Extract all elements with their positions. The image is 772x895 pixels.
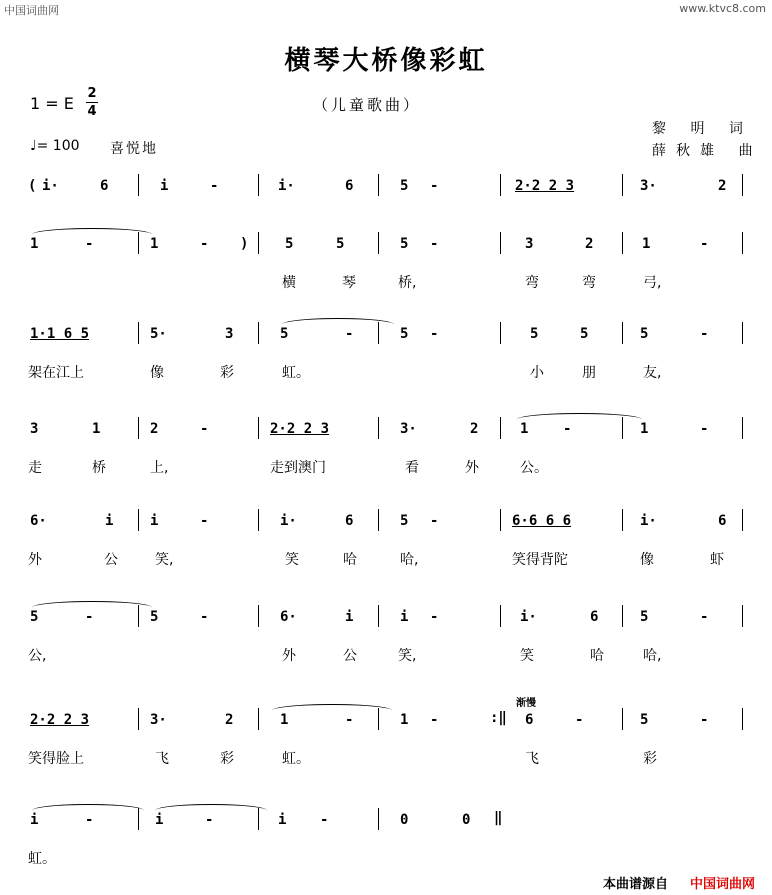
barline	[622, 509, 623, 531]
lyric: 友,	[643, 365, 662, 381]
note: 2	[585, 236, 594, 252]
barline	[500, 417, 501, 439]
final-barline: ‖	[494, 810, 503, 826]
lyric: 彩	[220, 751, 234, 767]
time-sig-bar	[86, 102, 98, 103]
lyric: 公	[104, 552, 118, 568]
note: 0	[400, 812, 409, 828]
note: i	[400, 609, 409, 625]
note: 1	[400, 712, 409, 728]
lyric: 笑,	[398, 648, 417, 664]
tie-slur	[272, 704, 392, 717]
note: -	[430, 178, 439, 194]
note: 5	[640, 609, 649, 625]
barline	[742, 417, 743, 439]
key-signature: 1 = E	[30, 94, 74, 113]
note: 0	[462, 812, 471, 828]
note: -	[200, 513, 209, 529]
tie-slur	[155, 804, 267, 817]
note: 2·2 2 3	[270, 421, 330, 437]
note: 2	[470, 421, 479, 437]
note: 5	[400, 326, 409, 342]
barline	[378, 509, 379, 531]
barline	[622, 605, 623, 627]
barline	[258, 605, 259, 627]
lyric: 横	[282, 275, 296, 291]
lyric: 走	[28, 460, 42, 476]
note: 5	[280, 326, 289, 342]
lyric: 哈	[590, 648, 604, 664]
note: -	[210, 178, 219, 194]
note: (	[28, 178, 37, 194]
barline	[138, 174, 139, 196]
note: 5	[400, 513, 409, 529]
lyric: 琴	[342, 275, 356, 291]
barline	[258, 174, 259, 196]
note: 5	[640, 326, 649, 342]
note: 3	[225, 326, 234, 342]
lyric: 虹。	[28, 851, 56, 867]
note: 5	[580, 326, 589, 342]
lyric: 彩	[220, 365, 234, 381]
note: i	[278, 812, 287, 828]
note: 5	[530, 326, 539, 342]
lyric: 桥	[92, 460, 106, 476]
barline	[622, 174, 623, 196]
note: i·	[278, 178, 295, 194]
note: -	[430, 236, 439, 252]
lyric: 走到澳门	[270, 460, 326, 476]
note: -	[85, 812, 94, 828]
note: 6	[345, 513, 354, 529]
composer: 薛秋雄 曲	[652, 143, 763, 159]
lyric: 弯	[525, 275, 539, 291]
note: 1	[640, 421, 649, 437]
barline	[258, 417, 259, 439]
note: 1	[150, 236, 159, 252]
barline	[500, 322, 501, 344]
lyric: 笑得脸上	[28, 751, 84, 767]
note: 6	[718, 513, 727, 529]
lyric: 虹。	[282, 365, 310, 381]
note: 3·	[400, 421, 417, 437]
barline	[742, 605, 743, 627]
note: 1	[92, 421, 101, 437]
note: 6	[525, 712, 534, 728]
note: -	[575, 712, 584, 728]
barline	[500, 174, 501, 196]
note: 2	[150, 421, 159, 437]
note: -	[430, 326, 439, 342]
tie-slur	[32, 804, 144, 817]
note: 6·	[30, 513, 47, 529]
note: i	[155, 812, 164, 828]
note: 5	[30, 609, 39, 625]
lyric: 飞	[525, 751, 539, 767]
barline	[742, 708, 743, 730]
lyric: 像	[640, 552, 654, 568]
barline	[258, 509, 259, 531]
lyric: 笑得背陀	[512, 552, 568, 568]
lyric: 小	[530, 365, 544, 381]
note: 3	[30, 421, 39, 437]
barline	[258, 232, 259, 254]
note: -	[430, 609, 439, 625]
barline	[138, 417, 139, 439]
note: -	[700, 609, 709, 625]
note: 2·2 2 3	[515, 178, 575, 194]
note: 6·6 6 6	[512, 513, 572, 529]
note: 6	[100, 178, 109, 194]
expression-mark: 喜悦地	[110, 141, 158, 157]
barline	[622, 232, 623, 254]
barline	[138, 708, 139, 730]
tie-slur	[517, 413, 642, 426]
tempo-change-mark: 渐慢	[516, 698, 536, 709]
note: -	[700, 712, 709, 728]
barline	[742, 232, 743, 254]
tie-slur	[32, 601, 152, 614]
lyric: 哈,	[400, 552, 419, 568]
note: i·	[42, 178, 59, 194]
note: i·	[520, 609, 537, 625]
song-title: 横琴大桥像彩虹	[284, 46, 488, 76]
note: 1	[520, 421, 529, 437]
note: )	[240, 236, 249, 252]
tie-slur	[282, 318, 394, 331]
lyric: 看	[405, 460, 419, 476]
barline	[742, 174, 743, 196]
note: 1	[30, 236, 39, 252]
barline	[258, 322, 259, 344]
lyric: 彩	[643, 751, 657, 767]
note: 2·2 2 3	[30, 712, 90, 728]
note: -	[85, 236, 94, 252]
note: -	[320, 812, 329, 828]
note: 6	[345, 178, 354, 194]
note: -	[200, 609, 209, 625]
note: -	[700, 326, 709, 342]
lyric: 架在江上	[28, 365, 84, 381]
barline	[378, 605, 379, 627]
lyric: 笑,	[155, 552, 174, 568]
note: 5	[150, 609, 159, 625]
note: 2	[225, 712, 234, 728]
note: 3·	[640, 178, 657, 194]
note: 5	[285, 236, 294, 252]
watermark-left: 中国词曲网	[4, 4, 59, 17]
note: i	[105, 513, 114, 529]
note: -	[700, 421, 709, 437]
barline	[138, 322, 139, 344]
note: i	[345, 609, 354, 625]
genre: （儿童歌曲）	[313, 96, 422, 114]
note: 5	[336, 236, 345, 252]
note: 5	[400, 236, 409, 252]
note: -	[700, 236, 709, 252]
note: 5	[640, 712, 649, 728]
barline	[378, 417, 379, 439]
note: -	[200, 236, 209, 252]
barline	[378, 808, 379, 830]
note: -	[430, 513, 439, 529]
lyric: 笑	[285, 552, 299, 568]
note: i·	[640, 513, 657, 529]
note: 1·1 6 5	[30, 326, 90, 342]
lyric: 弓,	[643, 275, 662, 291]
note: i	[150, 513, 159, 529]
lyric: 哈,	[643, 648, 662, 664]
source-site: 中国词曲网	[690, 877, 756, 892]
note: 3	[525, 236, 534, 252]
note: 6	[590, 609, 599, 625]
watermark-right: www.ktvc8.com	[679, 2, 766, 15]
note: 2	[718, 178, 727, 194]
lyric: 公。	[520, 460, 548, 476]
lyric: 像	[150, 365, 164, 381]
lyric: 外	[282, 648, 296, 664]
time-signature	[86, 86, 98, 119]
note: 3·	[150, 712, 167, 728]
barline	[378, 232, 379, 254]
lyric: 公,	[28, 648, 47, 664]
lyric: 外	[465, 460, 479, 476]
repeat-end-barline: :‖	[490, 710, 507, 726]
note: -	[345, 712, 354, 728]
barline	[500, 509, 501, 531]
barline	[742, 509, 743, 531]
tie-slur	[32, 228, 152, 241]
note: -	[563, 421, 572, 437]
note: i	[30, 812, 39, 828]
note: i·	[280, 513, 297, 529]
lyric: 上,	[150, 460, 169, 476]
tempo: ♩= 100	[30, 138, 80, 154]
lyric: 虹。	[282, 751, 310, 767]
lyric: 桥,	[398, 275, 417, 291]
note: -	[200, 421, 209, 437]
lyric: 虾	[710, 552, 724, 568]
lyric: 公	[343, 648, 357, 664]
barline	[378, 174, 379, 196]
lyric: 飞	[155, 751, 169, 767]
note: -	[205, 812, 214, 828]
barline	[500, 232, 501, 254]
barline	[622, 708, 623, 730]
barline	[622, 322, 623, 344]
lyricist: 黎 明 词	[652, 121, 753, 137]
lyric: 笑	[520, 648, 534, 664]
lyric: 外	[28, 552, 42, 568]
note: 5·	[150, 326, 167, 342]
lyric: 朋	[582, 365, 596, 381]
note: 1	[642, 236, 651, 252]
barline	[138, 509, 139, 531]
barline	[258, 708, 259, 730]
note: -	[85, 609, 94, 625]
note: 6·	[280, 609, 297, 625]
lyric: 弯	[582, 275, 596, 291]
time-sig-top: 2	[87, 86, 97, 101]
lyric: 哈	[343, 552, 357, 568]
note: 1	[280, 712, 289, 728]
note: -	[430, 712, 439, 728]
barline	[742, 322, 743, 344]
note: -	[345, 326, 354, 342]
note: i	[160, 178, 169, 194]
barline	[500, 605, 501, 627]
source-label: 本曲谱源自	[603, 877, 669, 892]
note: 5	[400, 178, 409, 194]
time-sig-bottom: 4	[87, 104, 97, 119]
